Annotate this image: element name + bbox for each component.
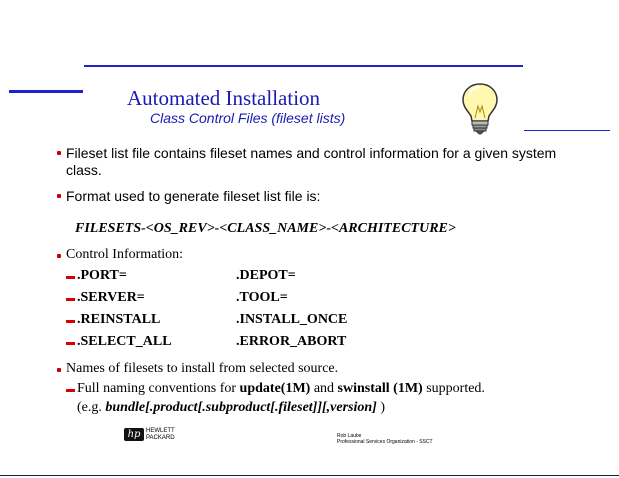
naming-command: swinstall (1M)	[337, 381, 423, 396]
dash-marker	[66, 298, 75, 301]
example-suffix: )	[376, 400, 385, 415]
control-item-right: .TOOL=	[236, 290, 288, 305]
hp-logo-text-top: HEWLETT	[146, 428, 175, 434]
control-item-right: .ERROR_ABORT	[236, 334, 347, 349]
dash-marker	[66, 342, 75, 345]
control-item-left: .SERVER=	[77, 290, 145, 305]
naming-command: update(1M)	[239, 381, 311, 396]
control-item-left: .PORT=	[77, 268, 127, 283]
naming-example-line	[77, 400, 385, 416]
control-item-right: .INSTALL_ONCE	[236, 312, 348, 327]
bullet-marker	[57, 368, 61, 372]
hp-logo-icon: hp	[124, 428, 144, 441]
bullet-marker	[57, 151, 61, 155]
naming-text: and	[310, 381, 338, 396]
control-heading: Control Information:	[66, 247, 184, 262]
bottom-rule	[0, 475, 619, 476]
bullet-marker	[57, 194, 61, 198]
example-syntax: bundle[.product[.subproduct[.fileset]][,version]	[105, 400, 377, 415]
bullet-marker	[57, 254, 61, 258]
hp-logo-text-bottom: PACKARD	[146, 435, 175, 441]
control-item-left: .SELECT_ALL	[77, 334, 172, 349]
bullet-fileset-line1: Fileset list file contains fileset names and control information for a given system	[66, 145, 557, 161]
lightbulb-icon	[460, 82, 500, 136]
footer-org: Professional Services Organization - SSCT	[337, 439, 433, 445]
bullet-fileset-line2: class.	[66, 162, 102, 178]
bullet-format: Format used to generate fileset list file is:	[66, 188, 321, 204]
slide-subtitle: Class Control Files (fileset lists)	[150, 110, 346, 126]
slide-title: Automated Installation	[127, 86, 321, 110]
left-rule	[9, 90, 83, 93]
bullet-names: Names of filesets to install from selected source.	[66, 361, 339, 376]
example-prefix: (e.g.	[77, 400, 106, 415]
naming-line	[77, 381, 485, 397]
format-line: FILESETS-<OS_REV>-<CLASS_NAME>-<ARCHITECTURE>	[75, 221, 456, 236]
dash-marker	[66, 276, 75, 279]
naming-text: Full naming conventions for	[77, 381, 240, 396]
dash-marker	[66, 320, 75, 323]
naming-text: supported.	[422, 381, 485, 396]
hp-logo-text	[146, 428, 175, 441]
dash-marker	[66, 389, 75, 392]
right-rule	[524, 130, 610, 131]
control-item-left: .REINSTALL	[77, 312, 161, 327]
top-rule	[84, 65, 523, 67]
control-item-right: .DEPOT=	[236, 268, 296, 283]
footer-author: Rob Laube	[337, 433, 362, 439]
